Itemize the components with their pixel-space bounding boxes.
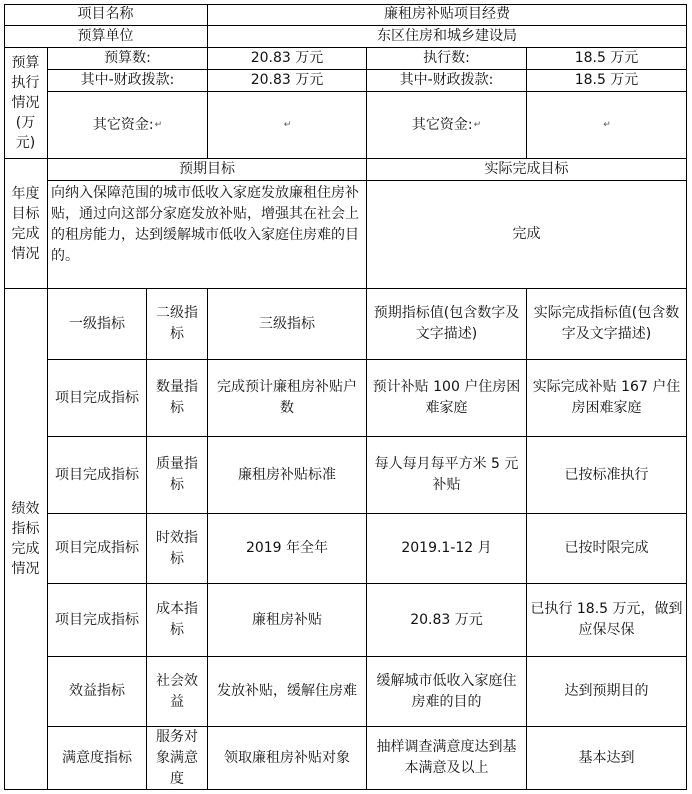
- exec-amount-label: 执行数:: [367, 48, 527, 70]
- table-row-level2: 质量指标: [147, 437, 208, 514]
- table-row-level3: 领取廉租房补贴对象: [208, 727, 367, 790]
- project-name-label: 项目名称: [4, 4, 208, 26]
- table-row-level1: 项目完成指标: [48, 437, 147, 514]
- goals-section-label: 年度目标完成情况: [4, 159, 48, 289]
- table-row-expected: 20.83 万元: [367, 584, 527, 657]
- table-row-actual: 达到预期目的: [527, 657, 687, 727]
- table-row-level3: 发放补贴，缓解住房难: [208, 657, 367, 727]
- indicator-header-actual: 实际完成指标值(包含数字及文字描述): [527, 289, 687, 360]
- table-row-expected: 抽样调查满意度达到基本满意及以上: [367, 727, 527, 790]
- table-row-actual: 已执行 18.5 万元，做到应保尽保: [527, 584, 687, 657]
- table-row-level2: 数量指标: [147, 360, 208, 437]
- actual-goal-header: 实际完成目标: [367, 159, 687, 181]
- budget-amount-label: 预算数:: [48, 48, 208, 70]
- table-row-level3: 廉租房补贴标准: [208, 437, 367, 514]
- budget-amount-value: 20.83 万元: [208, 48, 367, 70]
- expected-goal-header: 预期目标: [48, 159, 367, 181]
- other-funds-label: 其它资金: ↵: [48, 92, 208, 159]
- indicator-header-level1: 一级指标: [48, 289, 147, 360]
- table-row-level2: 时效指标: [147, 514, 208, 584]
- indicator-header-level2: 二级指标: [147, 289, 208, 360]
- table-row-actual: 已按标准执行: [527, 437, 687, 514]
- table-row-actual: 实际完成补贴 167 户住房困难家庭: [527, 360, 687, 437]
- table-row-level3: 廉租房补贴: [208, 584, 367, 657]
- fiscal-exec-label: 其中-财政拨款:: [367, 70, 527, 92]
- performance-report-table: [4, 4, 687, 790]
- budget-unit-value: 东区住房和城乡建设局: [208, 26, 687, 48]
- table-row-level2: 社会效益: [147, 657, 208, 727]
- project-name-value: 廉租房补贴项目经费: [208, 4, 687, 26]
- fiscal-budget-label: 其中-财政拨款:: [48, 70, 208, 92]
- table-row-level1: 满意度指标: [48, 727, 147, 790]
- table-row-expected: 缓解城市低收入家庭住房难的目的: [367, 657, 527, 727]
- table-row-level1: 项目完成指标: [48, 360, 147, 437]
- other-funds-value: ↵: [208, 92, 367, 159]
- table-row-level3: 2019 年全年: [208, 514, 367, 584]
- indicator-header-expected: 预期指标值(包含数字及文字描述): [367, 289, 527, 360]
- budget-section-label: 预算执行情况(万元): [4, 48, 48, 159]
- table-row-level1: 项目完成指标: [48, 584, 147, 657]
- indicator-header-level3: 三级指标: [208, 289, 367, 360]
- budget-unit-label: 预算单位: [4, 26, 208, 48]
- table-row-actual: 已按时限完成: [527, 514, 687, 584]
- table-row-level1: 效益指标: [48, 657, 147, 727]
- table-row-actual: 基本达到: [527, 727, 687, 790]
- actual-goal-text: 完成: [367, 181, 687, 289]
- expected-goal-text: 向纳入保障范围的城市低收入家庭发放廉租住房补贴，通过向这部分家庭发放补贴，增强其在社会上的租房能力，达到缓解城市低收入家庭住房难的目的。: [48, 181, 367, 289]
- table-row-expected: 2019.1-12 月: [367, 514, 527, 584]
- table-row-level2: 服务对象满意度: [147, 727, 208, 790]
- performance-section-label: 绩效指标完成情况: [4, 289, 48, 790]
- exec-amount-value: 18.5 万元: [527, 48, 687, 70]
- table-row-level3: 完成预计廉租房补贴户数: [208, 360, 367, 437]
- other-exec-value: ↵: [527, 92, 687, 159]
- other-exec-label: 其它资金: ↵: [367, 92, 527, 159]
- table-row-expected: 预计补贴 100 户住房困难家庭: [367, 360, 527, 437]
- fiscal-exec-value: 18.5 万元: [527, 70, 687, 92]
- table-row-level1: 项目完成指标: [48, 514, 147, 584]
- table-row-expected: 每人每月每平方米 5 元补贴: [367, 437, 527, 514]
- table-row-level2: 成本指标: [147, 584, 208, 657]
- fiscal-budget-value: 20.83 万元: [208, 70, 367, 92]
